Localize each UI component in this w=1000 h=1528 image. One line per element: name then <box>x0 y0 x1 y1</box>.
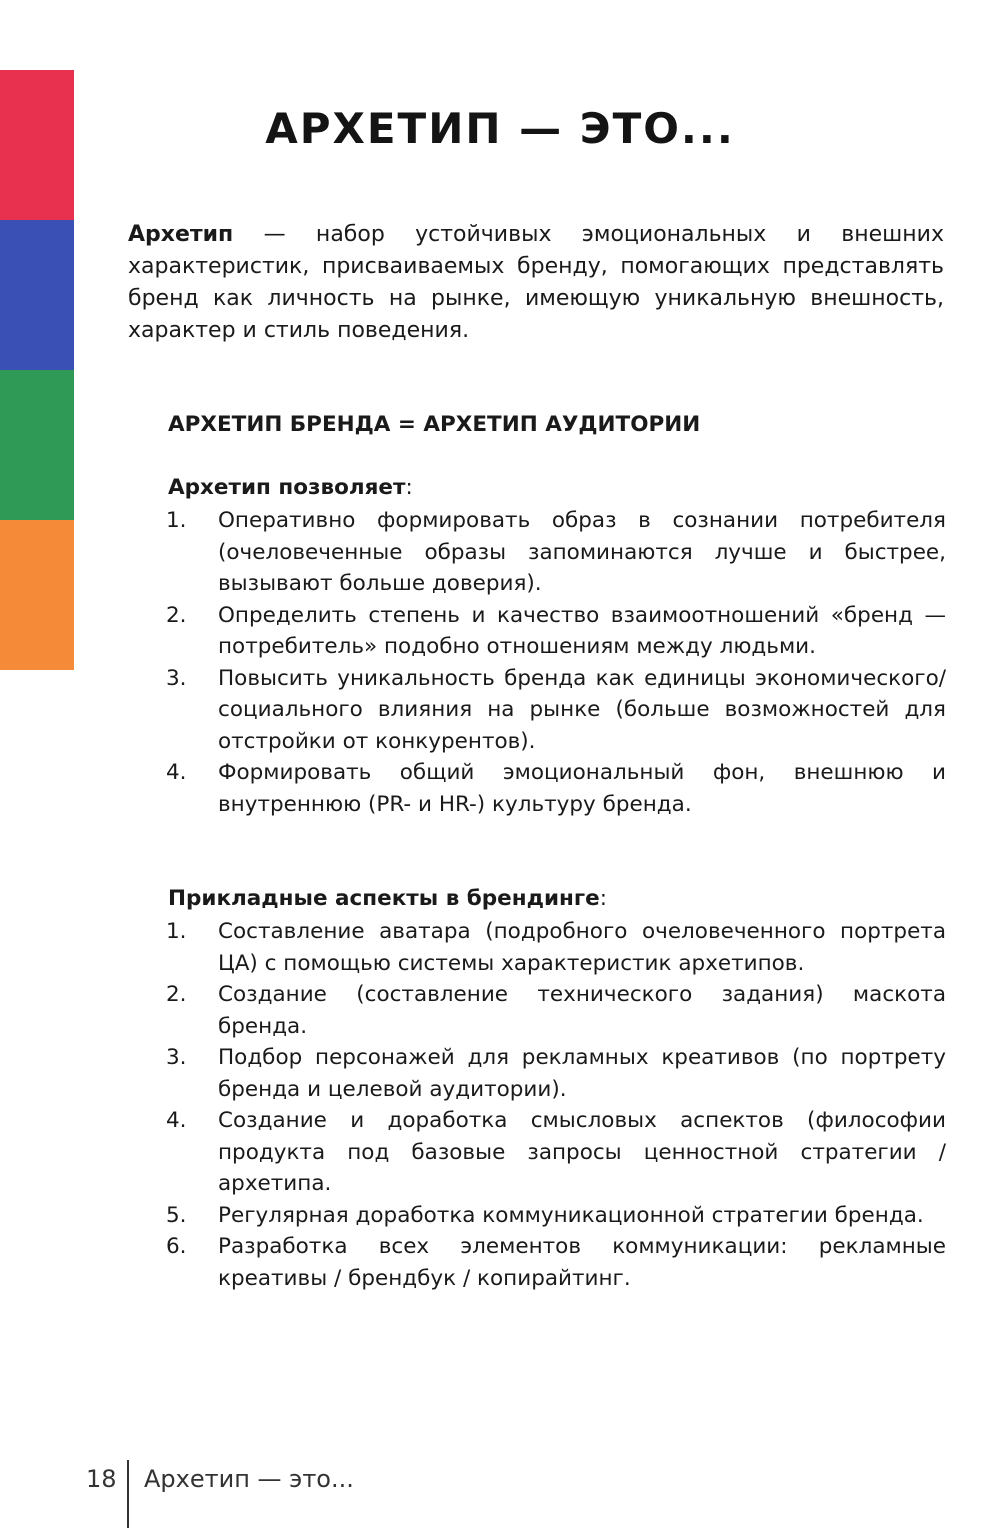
color-bar-green <box>0 370 74 520</box>
list-item <box>166 757 946 820</box>
definition-term: Архетип <box>128 222 234 247</box>
list-item-text: Создание (составление технического задания) маскота бренда. <box>218 982 946 1039</box>
list-item-text: Оперативно формировать образ в сознании потребителя (очеловеченные образы запоминаются лучше и быстрее, вызывают больше доверия). <box>218 508 946 596</box>
list-item <box>166 1105 946 1200</box>
list-item <box>166 1200 946 1232</box>
list-item-number: 6. <box>166 1234 187 1259</box>
definition-paragraph <box>128 219 944 347</box>
list-item-text: Создание и доработка смысловых аспектов (философии продукта под базовые запросы ценностной стратегии / архетипа. <box>218 1108 946 1196</box>
section-heading-applied-text: Прикладные аспекты в брендинге <box>168 886 600 911</box>
section-heading-allows-text: Архетип позволяет <box>168 475 406 500</box>
applied-list <box>166 916 946 1294</box>
list-item <box>166 979 946 1042</box>
page-title: АРХЕТИП — ЭТО... <box>265 104 735 153</box>
section-heading-applied-colon: : <box>599 886 607 911</box>
list-item-number: 1. <box>166 919 187 944</box>
page-number: 18 <box>86 1465 117 1493</box>
list-item <box>166 1231 946 1294</box>
allows-list <box>166 505 946 820</box>
list-item-text: Подбор персонажей для рекламных креативов (по портрету бренда и целевой аудитории). <box>218 1045 946 1102</box>
list-item <box>166 663 946 758</box>
list-item-number: 1. <box>166 508 187 533</box>
list-item <box>166 505 946 600</box>
footer-divider <box>127 1460 129 1528</box>
list-item-number: 4. <box>166 760 187 785</box>
definition-text: — набор устойчивых эмоциональных и внешних характеристик, присваиваемых бренду, помогающих представлять бренд как личность на рынке, имеющую уникальную внешность, характер и стиль поведения. <box>128 222 944 343</box>
section-heading-allows <box>168 473 948 503</box>
list-item-number: 3. <box>166 665 187 691</box>
list-item-text: Определить степень и качество взаимоотношений «бренд — потребитель» подобно отношениям между людьми. <box>218 602 946 659</box>
list-item-text: Разработка всех элементов коммуникации: рекламные креативы / брендбук / копирайтинг. <box>218 1234 946 1291</box>
list-item-number: 4. <box>166 1108 187 1133</box>
list-item <box>166 1042 946 1105</box>
list-item-text: Формировать общий эмоциональный фон, внешнюю и внутреннюю (PR- и HR-) культуру бренда. <box>218 760 946 817</box>
list-item-number: 2. <box>166 602 187 628</box>
list-item <box>166 600 946 663</box>
list-item-number: 2. <box>166 982 187 1007</box>
list-item-number: 3. <box>166 1045 187 1070</box>
running-footer-title: Архетип — это... <box>144 1465 354 1493</box>
list-item-text: Составление аватара (подробного очеловеченного портрета ЦА) с помощью системы характеристик архетипов. <box>218 919 946 976</box>
list-item-text: Регулярная доработка коммуникационной стратегии бренда. <box>218 1202 924 1228</box>
list-item-text: Повысить уникальность бренда как единицы экономического/социального влияния на рынке (больше возможностей для отстройки от конкурентов). <box>218 665 946 754</box>
archetype-equation: АРХЕТИП БРЕНДА = АРХЕТИП АУДИТОРИИ <box>168 412 701 437</box>
section-heading-allows-colon: : <box>405 475 413 500</box>
color-bar-orange <box>0 520 74 670</box>
color-bar-blue <box>0 220 74 370</box>
section-heading-applied <box>168 884 948 914</box>
list-item-number: 5. <box>166 1202 187 1228</box>
list-item <box>166 916 946 979</box>
